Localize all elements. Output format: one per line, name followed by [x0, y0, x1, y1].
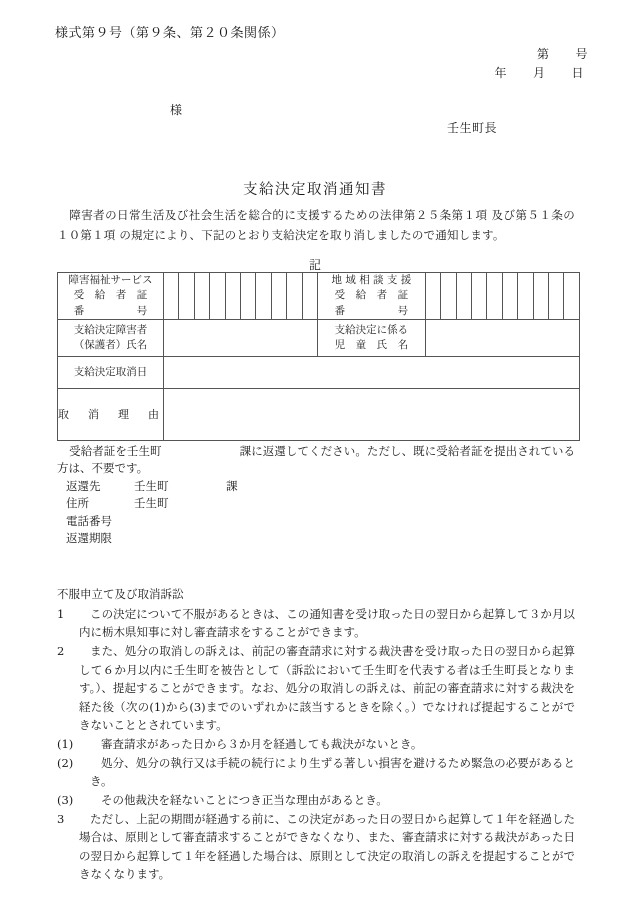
- appeal-subitem: [57, 735, 575, 754]
- appeal-item-text: また、処分の取消しの訴えは、前記の審査請求に対する裁決書を受け取った日の翌日から起算して６か月以内に壬生町を被告として（訴訟において壬生町を代表する者は壬生町長となります。）、提起することができます。なお、処分の取消しの訴えは、前記の審査請求に対する裁決を経た後（次の(1)から(3)までのいずれかに該当するときを除く。）でなければ提起することができないこととされています。: [79, 643, 575, 733]
- appeal-item: [57, 642, 575, 735]
- appeal-item-text: この決定について不服があるときは、この通知書を受け取った日の翌日から起算して３か月以内に栃木県知事に対し審査請求をすることができます。: [79, 606, 575, 640]
- date-year-label: 年: [494, 66, 507, 80]
- regional-cert-label-line1: 地 域 相 談 支 援: [331, 274, 412, 287]
- appeal-section: [57, 585, 575, 884]
- appeal-item-marker: 2: [57, 643, 65, 658]
- return-destination-value: 壬生町: [134, 478, 169, 493]
- appeal-item-text: ただし、上記の期間が経過する前に、この決定があった日の翌日から起算して１年を経過した場合は、原則として審査請求することができなくなり、また、審査請求に対する裁決があった日の翌日から起算して１年を経過した場合は、原則として決定の取消しの訴えを提起することができなくなります。: [79, 811, 575, 882]
- regional-cert-digit-box[interactable]: [502, 273, 517, 320]
- appeal-subitem-marker: (3): [57, 792, 74, 807]
- service-cert-digit-box[interactable]: [287, 273, 302, 320]
- document-number-label: 第: [536, 47, 550, 61]
- return-phone-key: 電話番号: [66, 513, 112, 528]
- intro-paragraph: [57, 205, 575, 245]
- service-cert-digit-box[interactable]: [194, 273, 209, 320]
- cancel-date-input[interactable]: [164, 357, 580, 389]
- return-notice-line: [57, 443, 575, 478]
- service-cert-digit-box[interactable]: [225, 273, 240, 320]
- child-name-label: [317, 320, 425, 357]
- appeal-subitem-marker: (1): [57, 737, 74, 751]
- date-month-label: 月: [532, 66, 546, 80]
- table-row-names: [58, 320, 580, 357]
- child-name-label-line1: 支給決定に係る: [334, 323, 409, 336]
- appeal-subitem: [57, 754, 575, 791]
- return-notice-part2: 課に返還してください。ただし、既に受給者証を提出されている方は、不要です。: [57, 444, 575, 476]
- table-row-certificate-numbers: [58, 273, 580, 320]
- appeal-subitem-text: 処分、処分の執行又は手続の続行により生ずる著しい損害を避けるため緊急の必要があるとき。: [90, 755, 575, 789]
- service-cert-digit-box[interactable]: [210, 273, 225, 320]
- return-destination-key: 返還先: [66, 478, 101, 493]
- appeal-subitem: [57, 791, 575, 810]
- regional-cert-digit-box[interactable]: [425, 273, 440, 320]
- return-deadline-key: 返還期限: [66, 531, 112, 546]
- child-name-input[interactable]: [425, 320, 579, 357]
- appeal-item-marker: 3: [57, 811, 65, 826]
- service-certificate-number-label: [58, 273, 164, 320]
- service-cert-digit-box[interactable]: [302, 273, 317, 320]
- decision-cancellation-table: [57, 272, 580, 441]
- return-instructions: [57, 443, 575, 548]
- ki-marker: 記: [308, 258, 321, 272]
- child-name-label-line2: 児 童 氏 名: [334, 339, 409, 351]
- service-cert-digit-box[interactable]: [179, 273, 194, 320]
- document-date-field: [494, 64, 584, 81]
- return-address-row: [57, 495, 575, 512]
- issuer-name: 壬生町長: [447, 121, 498, 135]
- return-address-key: 住所: [66, 496, 89, 511]
- appeal-section-title: 不服申立て及び取消訴訟: [57, 587, 184, 601]
- appeal-subitem-text: 審査請求があった日から３か月を経過しても裁決がないとき。: [101, 737, 423, 751]
- regional-cert-label-line2: 受 給 者 証: [334, 289, 409, 302]
- cancel-reason-input[interactable]: [164, 389, 580, 441]
- return-notice-part1: 受給者証を壬生町: [69, 444, 162, 458]
- intro-text: 障害者の日常生活及び社会生活を総合的に支援するための法律第２５条第１項 及び第５１条の１０第１項 の規定により、下記のとおり支給決定を取り消しましたので通知します。: [57, 208, 575, 243]
- return-destination-suffix: 課: [226, 478, 238, 493]
- service-cert-label-line2: 受 給 者 証: [73, 289, 148, 302]
- regional-cert-digit-box[interactable]: [441, 273, 456, 320]
- document-number-unit: 号: [575, 47, 588, 61]
- appeal-item: [57, 810, 575, 885]
- document-number-field: [537, 45, 588, 62]
- addressee-honorific: 様: [170, 103, 183, 117]
- recipient-name-input[interactable]: [164, 320, 318, 357]
- service-cert-digit-box[interactable]: [164, 273, 179, 320]
- appeal-item-marker: 1: [57, 606, 65, 621]
- regional-cert-digit-box[interactable]: [549, 273, 564, 320]
- return-address-value: 壬生町: [134, 496, 169, 511]
- appeal-item: [57, 605, 575, 642]
- return-deadline-row: [57, 530, 575, 547]
- form-number: 様式第９号（第９条、第２０条関係）: [55, 26, 285, 41]
- service-cert-digit-box[interactable]: [240, 273, 255, 320]
- regional-cert-digit-box[interactable]: [472, 273, 487, 320]
- service-cert-digit-box[interactable]: [271, 273, 286, 320]
- regional-cert-digit-box[interactable]: [533, 273, 548, 320]
- date-day-label: 日: [571, 66, 584, 80]
- service-cert-digit-box[interactable]: [256, 273, 271, 320]
- regional-cert-digit-box[interactable]: [456, 273, 471, 320]
- regional-cert-digit-box[interactable]: [487, 273, 502, 320]
- appeal-subitem-marker: (2): [57, 755, 74, 770]
- service-cert-label-line1: 障害福祉サービス: [68, 274, 153, 287]
- return-destination-row: [57, 478, 575, 495]
- regional-certificate-number-label: [317, 273, 425, 320]
- regional-cert-digit-box[interactable]: [518, 273, 533, 320]
- service-cert-label-line3: 番 号: [73, 304, 148, 317]
- cancel-date-label: 支給決定取消日: [58, 357, 164, 389]
- recipient-name-label-line1: 支給決定障害者: [73, 323, 148, 336]
- regional-cert-label-line3: 番 号: [334, 304, 409, 317]
- document-title: 支給決定取消通知書: [243, 182, 387, 198]
- recipient-name-label: [58, 320, 164, 357]
- table-row-cancel-reason: [58, 389, 580, 441]
- appeal-subitem-text: その他裁決を経ないことにつき正当な理由があるとき。: [101, 792, 388, 807]
- recipient-name-label-line2: （保護者）氏名: [73, 339, 148, 351]
- cancel-reason-label: 取 消 理 由: [58, 389, 164, 441]
- table-row-cancel-date: [58, 357, 580, 389]
- regional-cert-digit-box[interactable]: [564, 273, 579, 320]
- return-phone-row: [57, 513, 575, 530]
